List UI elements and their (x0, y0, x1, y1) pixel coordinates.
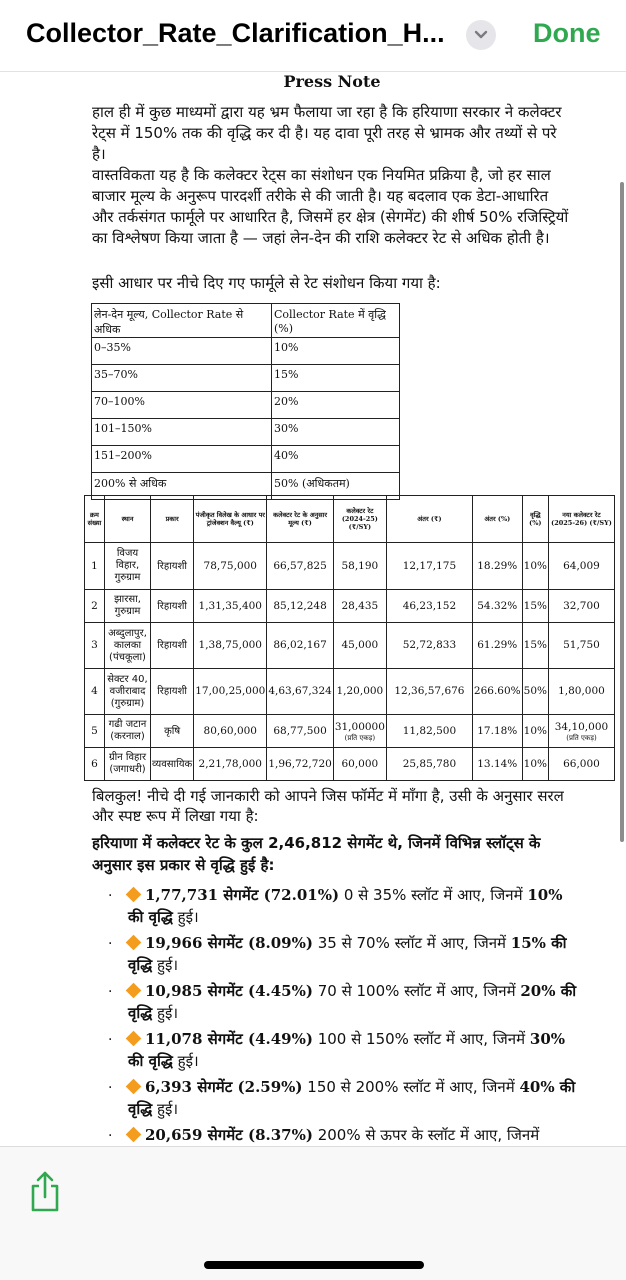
table-cell: 58,190 (333, 543, 386, 590)
table-cell: 40% (272, 446, 400, 473)
table-cell: 10% (522, 715, 548, 748)
table-cell: 45,000 (333, 623, 386, 669)
table-cell: 101–150% (92, 419, 272, 446)
table-cell: 4 (85, 669, 105, 715)
scroll-indicator[interactable] (620, 182, 624, 842)
table-cell: 50% (अधिकतम) (272, 473, 400, 500)
table-row (85, 669, 615, 715)
done-button[interactable]: Done (533, 18, 601, 48)
table-cell: 80,60,000 (194, 715, 267, 748)
table-cell: रिहायशी (151, 669, 194, 715)
paragraph-3: इसी आधार पर नीचे दिए गए फार्मूले से रेट संशोधन किया गया है: (92, 274, 441, 292)
table-cell: 32,700 (548, 590, 614, 623)
bullet-bold: 15% की वृद्धि (128, 934, 567, 974)
table-header-cell: नया कलेक्टर रेट (2025-26) (₹/SY) (548, 496, 614, 543)
table-cell: रिहायशी (151, 543, 194, 590)
table-cell: 46,23,152 (386, 590, 472, 623)
table-cell: 13.14% (472, 748, 522, 781)
table-cell: 15% (272, 365, 400, 392)
table-header-cell: लेन-देन मूल्य, Collector Rate से अधिक (92, 304, 272, 338)
table-header-cell: अंतर (₹) (386, 496, 472, 543)
table-cell: विजय विहार, गुरुग्राम (105, 543, 151, 590)
table-cell: 17,00,25,000 (194, 669, 267, 715)
paragraph-1: हाल ही में कुछ माध्यमों द्वारा यह भ्रम फैलाया जा रहा है कि हरियाणा सरकार ने कलेक्टर रेट्स में 150% तक की वृद्धि कर दी है। यह दावा पूरी तरह से भ्रामक और तथ्यों से परे है। (92, 103, 562, 163)
bottom-toolbar (0, 1146, 626, 1280)
table-row (92, 338, 400, 365)
table-cell: 1,96,72,720 (267, 748, 333, 781)
table-cell (333, 715, 386, 748)
table-row (85, 590, 615, 623)
table-cell: 51,750 (548, 623, 614, 669)
top-bar (0, 0, 626, 72)
bullet-bold: 6,393 सेगमेंट (2.59%) (145, 1078, 303, 1096)
table-cell: 25,85,780 (386, 748, 472, 781)
bullet-end: हुई। (152, 1004, 179, 1022)
orange-diamond-icon (126, 983, 142, 999)
bullet-end: हुई। (152, 1100, 179, 1118)
bullet-end: हुई। (152, 956, 179, 974)
table-header-cell: वृद्धि (%) (522, 496, 548, 543)
table-row (92, 419, 400, 446)
table-cell: 28,435 (333, 590, 386, 623)
share-button[interactable] (28, 1169, 62, 1213)
table-cell: अब्दुलापुर, कालका (पंचकूला) (105, 623, 151, 669)
table-cell: 50% (522, 669, 548, 715)
table-header-cell: स्थान (105, 496, 151, 543)
table-cell: 266.60% (472, 669, 522, 715)
table-cell: 10% (522, 543, 548, 590)
table-header-cell: कलेक्टर रेट के अनुसार मूल्य (₹) (267, 496, 333, 543)
table-cell-value: 34,10,000 (554, 720, 609, 733)
table-cell: 60,000 (333, 748, 386, 781)
table-header-cell: प्रकार (151, 496, 194, 543)
bullet-dot: · (108, 1080, 113, 1096)
section-heading: हरियाणा में कलेक्टर रेट के कुल 2,46,812 सेगमेंट थे, जिनमें विभिन्न स्लॉट्स के अनुसार इस प्रकार से वृद्धि हुई है: (92, 834, 541, 874)
table-cell: 15% (522, 623, 548, 669)
collector-rate-table (84, 495, 615, 781)
table-cell: व्यवसायिक (151, 748, 194, 781)
table-cell: 78,75,000 (194, 543, 267, 590)
table-cell: 68,77,500 (267, 715, 333, 748)
bullet-end: हुई। (172, 1052, 199, 1070)
list-item (110, 1028, 580, 1072)
table-header-cell: Collector Rate में वृद्धि (%) (272, 304, 400, 338)
bullet-text: 0 से 35% स्लॉट में आए, जिनमें (339, 886, 528, 904)
bullet-bold: 11,078 सेगमेंट (4.49%) (145, 1030, 313, 1048)
table-cell: गढी जटान (करनाल) (105, 715, 151, 748)
table-cell: 1,31,35,400 (194, 590, 267, 623)
orange-diamond-icon (126, 887, 142, 903)
section-intro: बिलकुल! नीचे दी गई जानकारी को आपने जिस फॉर्मेट में माँगा है, उसी के अनुसार सरल और स्पष्ट रूप में लिखा गया है: (92, 787, 564, 825)
table-cell: रिहायशी (151, 590, 194, 623)
table-cell: 10% (272, 338, 400, 365)
per-acre-note: (प्रति एकड़) (344, 733, 376, 742)
orange-diamond-icon (126, 1031, 142, 1047)
list-item (110, 884, 580, 928)
bullet-bold: 20,659 सेगमेंट (8.37%) (145, 1126, 313, 1144)
table-cell: 11,82,500 (386, 715, 472, 748)
table-cell: 6 (85, 748, 105, 781)
document-viewer[interactable] (0, 72, 626, 1146)
bullet-text: 70 से 100% स्लॉट में आए, जिनमें (312, 982, 521, 1000)
table-cell: 35–70% (92, 365, 272, 392)
bullet-bold: 40% की वृद्धि (128, 1078, 576, 1118)
bullet-text: 35 से 70% स्लॉट में आए, जिनमें (312, 934, 511, 952)
table-cell: 0–35% (92, 338, 272, 365)
table-row (92, 446, 400, 473)
table-cell: 18.29% (472, 543, 522, 590)
table-cell: 1,20,000 (333, 669, 386, 715)
share-icon (28, 1169, 62, 1213)
table-cell: 70–100% (92, 392, 272, 419)
list-item (110, 1124, 580, 1146)
table-header-cell: कलेक्टर रेट (2024-25)(₹/SY) (333, 496, 386, 543)
table-row (85, 715, 615, 748)
table-row (85, 623, 615, 669)
table-cell: 12,36,57,676 (386, 669, 472, 715)
bullet-text: 200% से ऊपर के स्लॉट में आए, जिनमें (312, 1126, 540, 1144)
bullet-dot: · (108, 1032, 113, 1048)
list-item (110, 932, 580, 976)
document-heading: Press Note (283, 72, 381, 91)
bullet-dot: · (108, 936, 113, 952)
table-header-cell: अंतर (%) (472, 496, 522, 543)
table-row (85, 543, 615, 590)
bullet-text: 100 से 150% स्लॉट में आए, जिनमें (312, 1030, 530, 1048)
table-cell: 12,17,175 (386, 543, 472, 590)
bullet-bold: 19,966 सेगमेंट (8.09%) (145, 934, 313, 952)
table-header-cell: पंजीकृत विलेख के आधार पर ट्रांजेक्शन वैल्यू (₹) (194, 496, 267, 543)
table-row (92, 392, 400, 419)
table-cell: 5 (85, 715, 105, 748)
bullet-bold: 10,985 सेगमेंट (4.45%) (145, 982, 313, 1000)
table-cell: 66,000 (548, 748, 614, 781)
table-cell: 17.18% (472, 715, 522, 748)
table-cell-value: 31,00000 (334, 720, 385, 733)
table-cell: 2 (85, 590, 105, 623)
table-cell: सेक्टर 40, वजीराबाद (गुरुग्राम) (105, 669, 151, 715)
document-title: Collector_Rate_Clarification_H... (26, 18, 445, 48)
table-cell: झारसा, गुरुग्राम (105, 590, 151, 623)
table-cell: 66,57,825 (267, 543, 333, 590)
table-cell: 1,38,75,000 (194, 623, 267, 669)
table-row (92, 365, 400, 392)
table-cell: 10% (522, 748, 548, 781)
slot-bullet-list (110, 884, 580, 1146)
table-cell: 4,63,67,324 (267, 669, 333, 715)
table-cell: 52,72,833 (386, 623, 472, 669)
bullet-bold: 1,77,731 सेगमेंट (72.01%) (145, 886, 340, 904)
table-cell: 1,80,000 (548, 669, 614, 715)
bullet-dot: · (108, 888, 113, 904)
table-cell (548, 715, 614, 748)
table-cell: 85,12,248 (267, 590, 333, 623)
table-cell: 86,02,167 (267, 623, 333, 669)
table-cell: 200% से अधिक (92, 473, 272, 500)
table-cell: 3 (85, 623, 105, 669)
table-cell: 54.32% (472, 590, 522, 623)
table-cell: 1 (85, 543, 105, 590)
table-cell: रिहायशी (151, 623, 194, 669)
table-header-cell: क्रम संख्या (85, 496, 105, 543)
table-row (85, 748, 615, 781)
table-cell: 61.29% (472, 623, 522, 669)
home-indicator[interactable] (204, 1261, 424, 1269)
list-item (110, 1076, 580, 1120)
table-cell: 30% (272, 419, 400, 446)
table-cell: कृषि (151, 715, 194, 748)
table-cell: 20% (272, 392, 400, 419)
bullet-text: 150 से 200% स्लॉट में आए, जिनमें (302, 1078, 520, 1096)
bullet-bold: 20% की वृद्धि (128, 982, 577, 1022)
bullet-bold: 30% की वृद्धि (128, 1030, 566, 1070)
orange-diamond-icon (126, 1079, 142, 1095)
bullet-end: हुई। (172, 908, 199, 926)
table-row (92, 304, 400, 338)
paragraph-2: वास्तविकता यह है कि कलेक्टर रेट्स का संशोधन एक नियमित प्रक्रिया है, जो हर साल बाजार मूल्य के अनुरूप पारदर्शी तरीके से की जाती है। यह बदलाव एक डेटा-आधारित और तर्कसंगत फार्मूले पर आधारित है, जिसमें हर क्षेत्र (सेगमेंट) की शीर्ष 50% रजिस्ट्रियों का विश्लेषण किया जाता है — जहां लेन-देन की राशि कलेक्टर रेट से अधिक होती है। (92, 166, 569, 247)
orange-diamond-icon (126, 1127, 142, 1143)
table-cell: 15% (522, 590, 548, 623)
table-header-row (85, 496, 615, 543)
table-cell: 151–200% (92, 446, 272, 473)
orange-diamond-icon (126, 935, 142, 951)
table-cell: 2,21,78,000 (194, 748, 267, 781)
table-cell: ग्रीन विहार (जगाधरी) (105, 748, 151, 781)
slot-table (91, 303, 400, 500)
table-cell: 64,009 (548, 543, 614, 590)
title-menu-button[interactable] (466, 20, 496, 50)
bullet-bold: 10% की वृद्धि (128, 886, 563, 926)
list-item (110, 980, 580, 1024)
bullet-dot: · (108, 984, 113, 1000)
chevron-down-icon (473, 28, 489, 42)
per-acre-note: (प्रति एकड़) (566, 733, 597, 742)
bullet-dot: · (108, 1128, 113, 1144)
